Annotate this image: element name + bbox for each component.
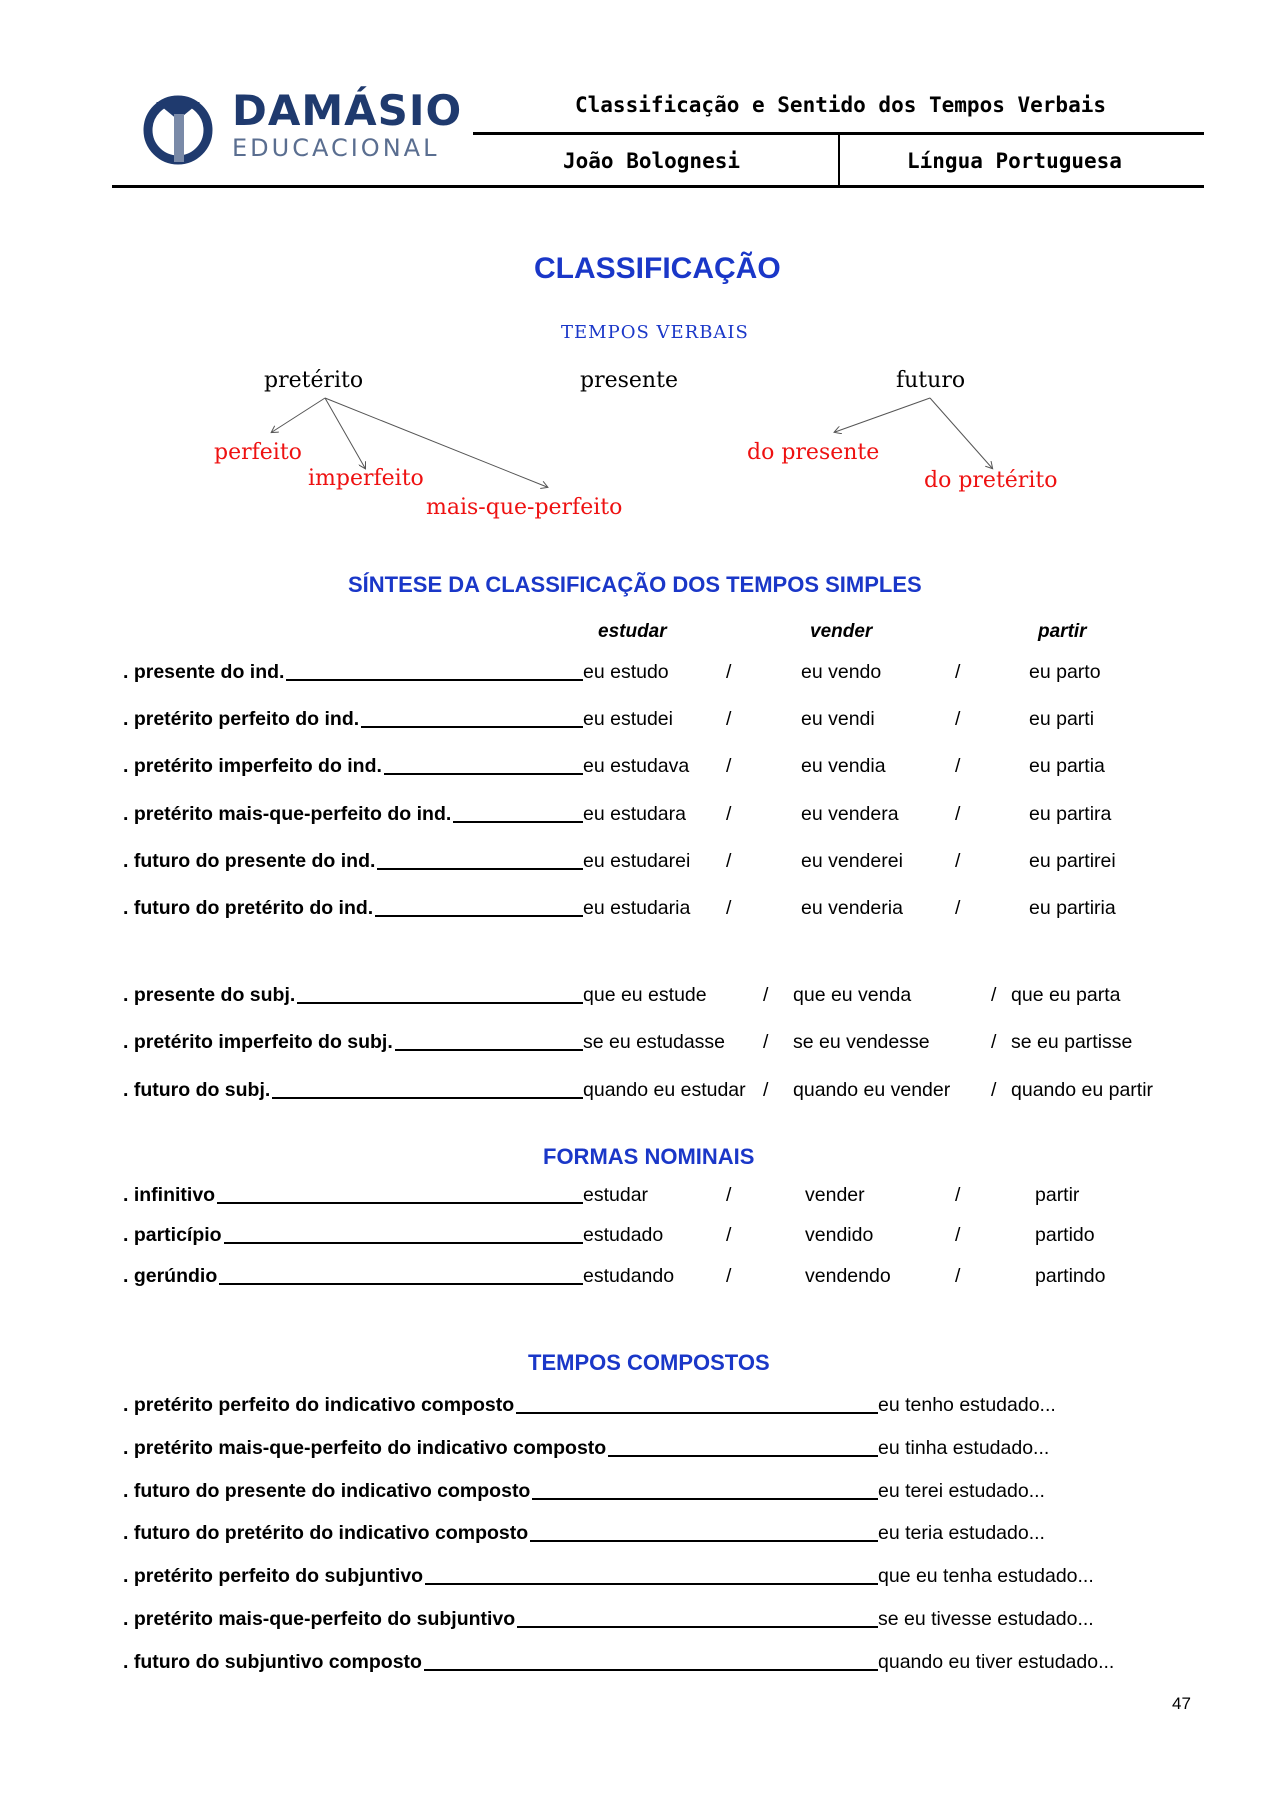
row-label: . particípio [123, 1224, 222, 1246]
cell-partir: eu partiria [1029, 897, 1116, 919]
row-label: . pretérito mais-que-perfeito do ind. [123, 803, 452, 825]
row-label: . futuro do pretérito do indicativo composto [123, 1522, 529, 1544]
tree-mais-que-perfeito: mais-que-perfeito [426, 495, 623, 520]
cell-vender: eu venderei [801, 850, 903, 872]
brand-subtitle: EDUCACIONAL [232, 134, 440, 162]
cell-vender: vendendo [805, 1265, 891, 1287]
brand-name: DAMÁSIO [232, 86, 463, 135]
page-title: CLASSIFICAÇÃO [534, 252, 781, 285]
cell-estudar: estudando [583, 1265, 675, 1287]
separator: / [991, 1079, 997, 1101]
tree-futuro: futuro [896, 368, 966, 393]
tree-preterito: pretérito [264, 368, 364, 393]
separator: / [763, 1079, 769, 1101]
separator: / [955, 850, 961, 872]
table-row [123, 706, 1183, 732]
separator: / [726, 803, 732, 825]
arrow-do-preterito [930, 398, 992, 468]
cell-estudar: eu estudarei [583, 850, 691, 872]
separator: / [726, 850, 732, 872]
document-title: Classificação e Sentido dos Tempos Verbais [575, 93, 1107, 117]
row-label: . pretérito imperfeito do subj. [123, 1031, 393, 1053]
cell-partir: eu parto [1029, 661, 1101, 683]
table-row [123, 1077, 1183, 1103]
row-value: eu terei estudado... [878, 1480, 1045, 1502]
composto-row [123, 1520, 1183, 1546]
row-label: . futuro do subj. [123, 1079, 271, 1101]
section-title-compostos: TEMPOS COMPOSTOS [528, 1350, 770, 1375]
composto-row [123, 1649, 1183, 1675]
separator: / [955, 755, 961, 777]
separator: / [726, 1224, 732, 1246]
separator: / [955, 803, 961, 825]
table-row [123, 1263, 1183, 1289]
cell-partir: que eu parta [1011, 984, 1121, 1006]
composto-row [123, 1563, 1183, 1589]
row-label: . futuro do presente do indicativo composto [123, 1480, 531, 1502]
separator: / [955, 897, 961, 919]
separator: / [726, 1184, 732, 1206]
cell-vender: eu vendo [801, 661, 882, 683]
cell-estudar: eu estudo [583, 661, 669, 683]
column-header-estudar: estudar [598, 621, 667, 642]
table-row [123, 753, 1183, 779]
tree-root: TEMPOS VERBAIS [561, 322, 749, 343]
separator: / [955, 708, 961, 730]
cell-estudar: quando eu estudar [583, 1079, 746, 1101]
separator: / [726, 1265, 732, 1287]
cell-vender: se eu vendesse [793, 1031, 930, 1053]
tree-do-preterito: do pretérito [924, 468, 1058, 493]
separator: / [991, 1031, 997, 1053]
arrow-imperfeito [325, 398, 365, 468]
separator: / [763, 1031, 769, 1053]
cell-estudar: estudar [583, 1184, 649, 1206]
row-label: . presente do ind. [123, 661, 285, 683]
cell-vender: eu venderia [801, 897, 903, 919]
separator: / [955, 1184, 961, 1206]
section-title-nominais: FORMAS NOMINAIS [543, 1144, 755, 1169]
cell-partir: partir [1035, 1184, 1080, 1206]
cell-estudar: eu estudara [583, 803, 686, 825]
separator: / [726, 661, 732, 683]
composto-row [123, 1606, 1183, 1632]
section-title-simples: SÍNTESE DA CLASSIFICAÇÃO DOS TEMPOS SIMPLES [348, 572, 922, 597]
row-label: . pretérito perfeito do subjuntivo [123, 1565, 424, 1587]
cell-vender: vendido [805, 1224, 874, 1246]
cell-partir: eu parti [1029, 708, 1095, 730]
separator: / [991, 984, 997, 1006]
cell-partir: eu partirei [1029, 850, 1116, 872]
column-header-partir: partir [1038, 621, 1087, 642]
cell-partir: eu partira [1029, 803, 1112, 825]
cell-vender: que eu venda [793, 984, 912, 1006]
row-label: . pretérito perfeito do ind. [123, 708, 360, 730]
row-value: se eu tivesse estudado... [878, 1608, 1094, 1630]
tree-perfeito: perfeito [214, 440, 302, 465]
row-label: . pretérito perfeito do indicativo composto [123, 1394, 515, 1416]
arrow-perfeito [272, 398, 325, 432]
separator: / [955, 1224, 961, 1246]
author-name: João Bolognesi [563, 149, 741, 173]
separator: / [726, 708, 732, 730]
table-row [123, 895, 1183, 921]
cell-partir: partido [1035, 1224, 1095, 1246]
cell-vender: eu vendi [801, 708, 875, 730]
row-label: . futuro do presente do ind. [123, 850, 376, 872]
composto-row [123, 1392, 1183, 1418]
row-label: . futuro do subjuntivo composto [123, 1651, 422, 1673]
table-row [123, 982, 1183, 1008]
tree-do-presente: do presente [747, 440, 880, 465]
subject-name: Língua Portuguesa [907, 149, 1122, 173]
cell-estudar: se eu estudasse [583, 1031, 726, 1053]
row-label: . presente do subj. [123, 984, 296, 1006]
row-value: que eu tenha estudado... [878, 1565, 1094, 1587]
cell-estudar: eu estudava [583, 755, 690, 777]
row-label: . pretérito mais-que-perfeito do indicativo composto [123, 1437, 607, 1459]
separator: / [955, 661, 961, 683]
separator: / [955, 1265, 961, 1287]
table-row [123, 1222, 1183, 1248]
composto-row [123, 1435, 1183, 1461]
cell-vender: vender [805, 1184, 865, 1206]
cell-estudar: estudado [583, 1224, 664, 1246]
table-row [123, 1029, 1183, 1055]
separator: / [726, 897, 732, 919]
cell-estudar: eu estudaria [583, 897, 691, 919]
table-row [123, 659, 1183, 685]
row-value: eu tinha estudado... [878, 1437, 1050, 1459]
cell-estudar: eu estudei [583, 708, 673, 730]
row-label: . pretérito mais-que-perfeito do subjuntivo [123, 1608, 516, 1630]
column-header-vender: vender [810, 621, 873, 642]
page-number: 47 [1172, 1694, 1191, 1713]
separator: / [763, 984, 769, 1006]
cell-partir: quando eu partir [1011, 1079, 1154, 1101]
cell-vender: eu vendia [801, 755, 886, 777]
cell-vender: eu vendera [801, 803, 899, 825]
row-value: quando eu tiver estudado... [878, 1651, 1115, 1673]
row-value: eu teria estudado... [878, 1522, 1045, 1544]
separator: / [726, 755, 732, 777]
row-label: . futuro do pretérito do ind. [123, 897, 374, 919]
cell-vender: quando eu vender [793, 1079, 951, 1101]
table-row [123, 848, 1183, 874]
row-label: . infinitivo [123, 1184, 216, 1206]
cell-partir: eu partia [1029, 755, 1105, 777]
row-label: . pretérito imperfeito do ind. [123, 755, 382, 777]
table-row [123, 1182, 1183, 1208]
tree-presente: presente [580, 368, 678, 393]
table-row [123, 801, 1183, 827]
arrow-do-presente [835, 398, 930, 432]
tree-arrows [0, 0, 1280, 520]
composto-row [123, 1478, 1183, 1504]
row-label: . gerúndio [123, 1265, 218, 1287]
cell-partir: partindo [1035, 1265, 1106, 1287]
cell-partir: se eu partisse [1011, 1031, 1133, 1053]
tree-imperfeito: imperfeito [308, 466, 424, 491]
cell-estudar: que eu estude [583, 984, 707, 1006]
row-value: eu tenho estudado... [878, 1394, 1056, 1416]
